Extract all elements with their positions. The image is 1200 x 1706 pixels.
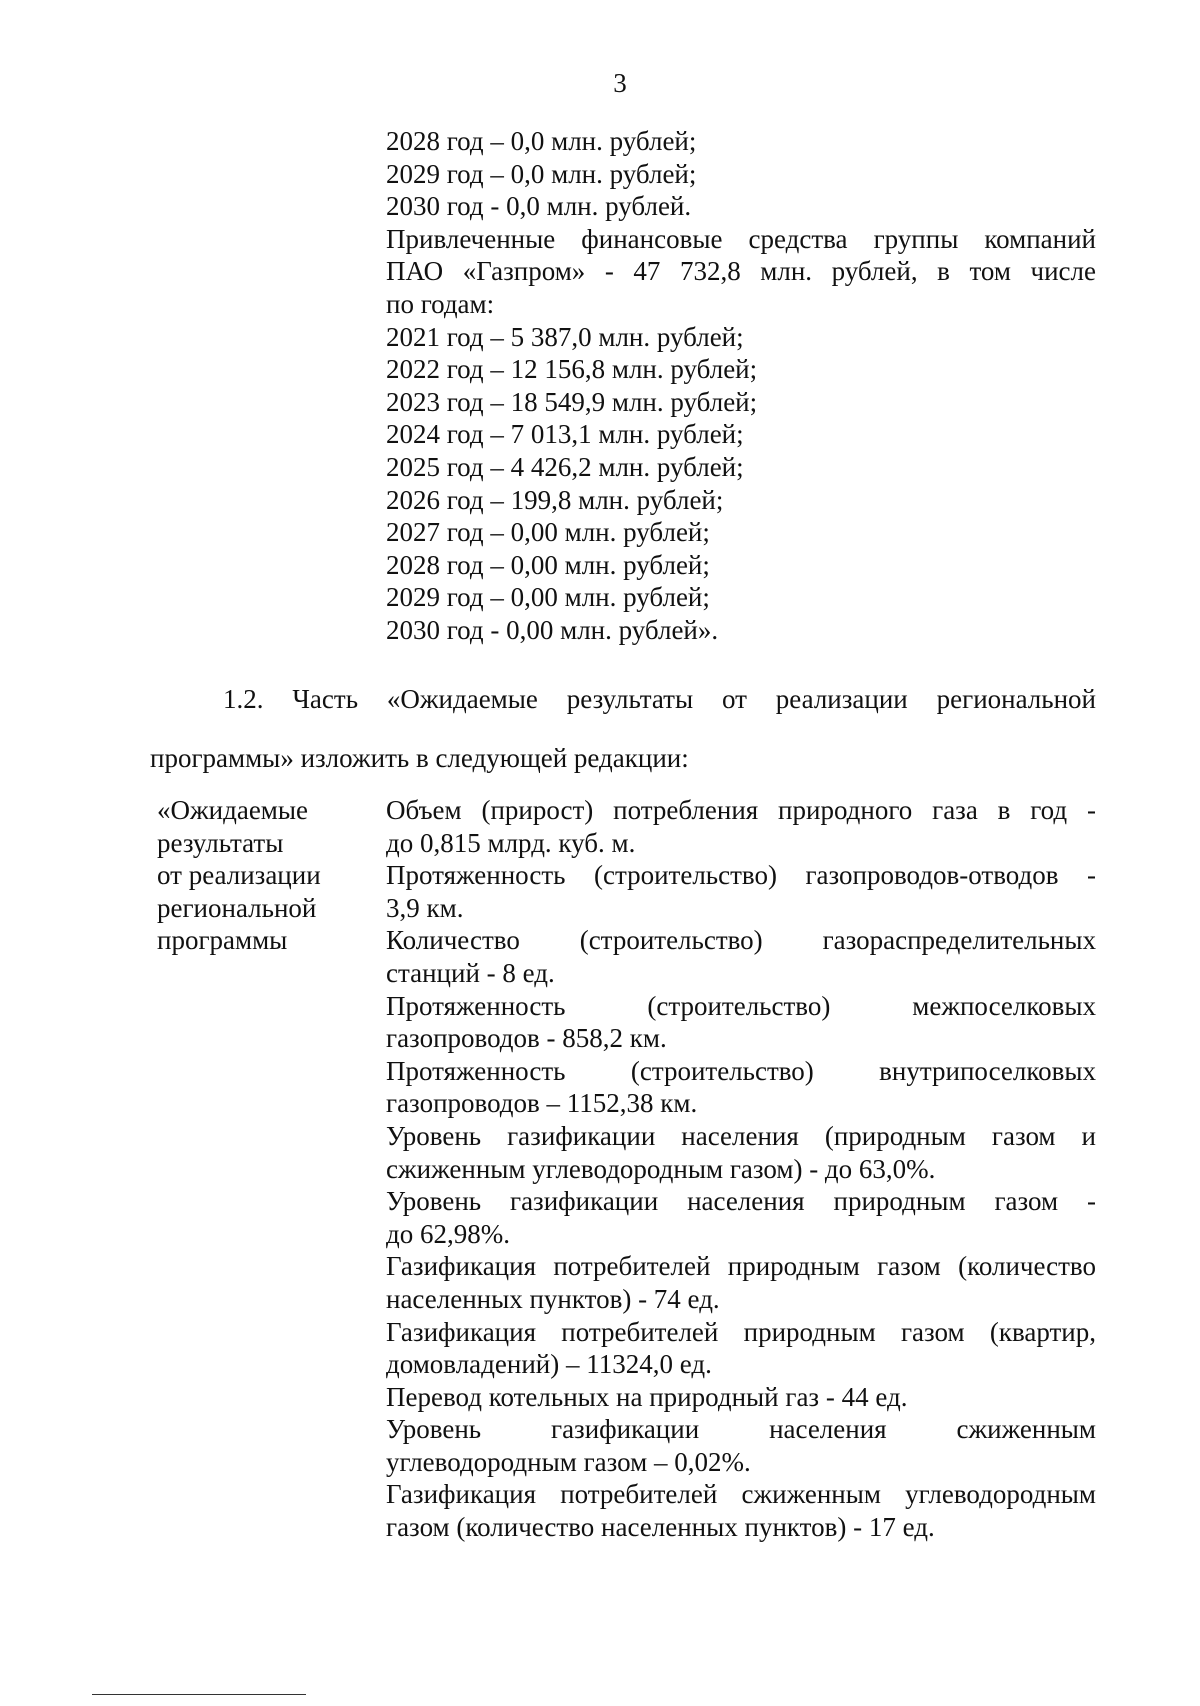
result-text: Газификация потребителей природным газом (количество bbox=[386, 1251, 1096, 1282]
amendment-paragraph bbox=[150, 670, 1096, 788]
amendment-line: программы» изложить в следующей редакции: bbox=[150, 743, 689, 773]
result-text: Количество (строительство) газораспределительных bbox=[386, 925, 1096, 956]
funding-year-line: 2027 год – 0,00 млн. рублей; bbox=[386, 517, 710, 548]
funding-section bbox=[386, 125, 1096, 647]
funding-line: 2028 год – 0,0 млн. рублей; bbox=[386, 126, 697, 156]
result-text: до 0,815 млрд. куб. м. bbox=[386, 827, 636, 858]
result-text: Протяженность (строительство) внутрипоселковых bbox=[386, 1055, 1096, 1086]
result-text: 3,9 км. bbox=[386, 892, 464, 923]
result-item bbox=[386, 1381, 1096, 1414]
funding-year-line: 2029 год – 0,00 млн. рублей; bbox=[386, 582, 710, 613]
result-item bbox=[386, 1316, 1096, 1381]
amendment-line: 1.2. Часть «Ожидаемые результаты от реализации региональной bbox=[223, 684, 1096, 714]
funding-line: 2030 год - 0,0 млн. рублей. bbox=[386, 191, 692, 222]
result-text: Объем (прирост) потребления природного газа в год - bbox=[386, 795, 1096, 825]
passport-row-label bbox=[157, 794, 377, 957]
result-text: Уровень газификации населения сжиженным bbox=[386, 1414, 1096, 1445]
funding-year-line: 2022 год – 12 156,8 млн. рублей; bbox=[386, 354, 758, 385]
result-text: до 62,98%. bbox=[386, 1218, 510, 1249]
label-line: от реализации bbox=[157, 860, 321, 891]
result-text: домовладений) – 11324,0 ед. bbox=[386, 1349, 712, 1380]
attracted-funds-line: ПАО «Газпром» - 47 732,8 млн. рублей, в том числе bbox=[386, 256, 1096, 287]
result-text: Уровень газификации населения природным газом - bbox=[386, 1186, 1096, 1217]
result-text: Протяженность (строительство) газопроводов-отводов - bbox=[386, 860, 1096, 891]
label-line: «Ожидаемые bbox=[157, 795, 309, 825]
result-text: Перевод котельных на природный газ - 44 ед. bbox=[386, 1381, 908, 1412]
label-line: региональной bbox=[157, 892, 317, 923]
funding-line: 2029 год – 0,0 млн. рублей; bbox=[386, 158, 697, 189]
result-item bbox=[386, 1478, 1096, 1543]
result-text: населенных пунктов) - 74 ед. bbox=[386, 1283, 720, 1314]
result-text: газопроводов - 858,2 км. bbox=[386, 1023, 667, 1054]
result-text: Газификация потребителей сжиженным углеводородным bbox=[386, 1479, 1096, 1510]
result-text: сжиженным углеводородным газом) - до 63,0%. bbox=[386, 1153, 936, 1184]
funding-year-line: 2023 год – 18 549,9 млн. рублей; bbox=[386, 386, 758, 417]
result-text: Уровень газификации населения (природным газом и bbox=[386, 1120, 1096, 1151]
result-item bbox=[386, 990, 1096, 1055]
funding-year-line: 2025 год – 4 426,2 млн. рублей; bbox=[386, 451, 744, 482]
result-item bbox=[386, 1413, 1096, 1478]
result-text: углеводородным газом – 0,02%. bbox=[386, 1446, 751, 1477]
attracted-funds-line: по годам: bbox=[386, 288, 495, 319]
result-item bbox=[386, 1120, 1096, 1185]
funding-year-line: 2028 год – 0,00 млн. рублей; bbox=[386, 549, 710, 580]
attracted-funds-line: Привлеченные финансовые средства группы компаний bbox=[386, 223, 1096, 254]
funding-year-line: 2030 год - 0,00 млн. рублей». bbox=[386, 614, 719, 645]
result-text: станций - 8 ед. bbox=[386, 957, 555, 988]
result-text: газом (количество населенных пунктов) - 17 ед. bbox=[386, 1512, 935, 1543]
expected-results-list bbox=[386, 794, 1096, 1544]
funding-year-line: 2024 год – 7 013,1 млн. рублей; bbox=[386, 419, 744, 450]
result-text: Протяженность (строительство) межпоселковых bbox=[386, 990, 1096, 1021]
label-line: результаты bbox=[157, 827, 284, 858]
result-text: Газификация потребителей природным газом (квартир, bbox=[386, 1316, 1096, 1347]
result-item bbox=[386, 1055, 1096, 1120]
funding-year-line: 2026 год – 199,8 млн. рублей; bbox=[386, 484, 724, 515]
label-line: программы bbox=[157, 925, 288, 956]
result-item bbox=[386, 1185, 1096, 1250]
result-text: газопроводов – 1152,38 км. bbox=[386, 1088, 698, 1119]
funding-year-line: 2021 год – 5 387,0 млн. рублей; bbox=[386, 321, 744, 352]
result-item bbox=[386, 924, 1096, 989]
footnote-rule bbox=[92, 1694, 306, 1695]
result-item bbox=[386, 1250, 1096, 1315]
result-item bbox=[386, 794, 1096, 859]
page-number: 3 bbox=[613, 68, 627, 98]
result-item bbox=[386, 859, 1096, 924]
